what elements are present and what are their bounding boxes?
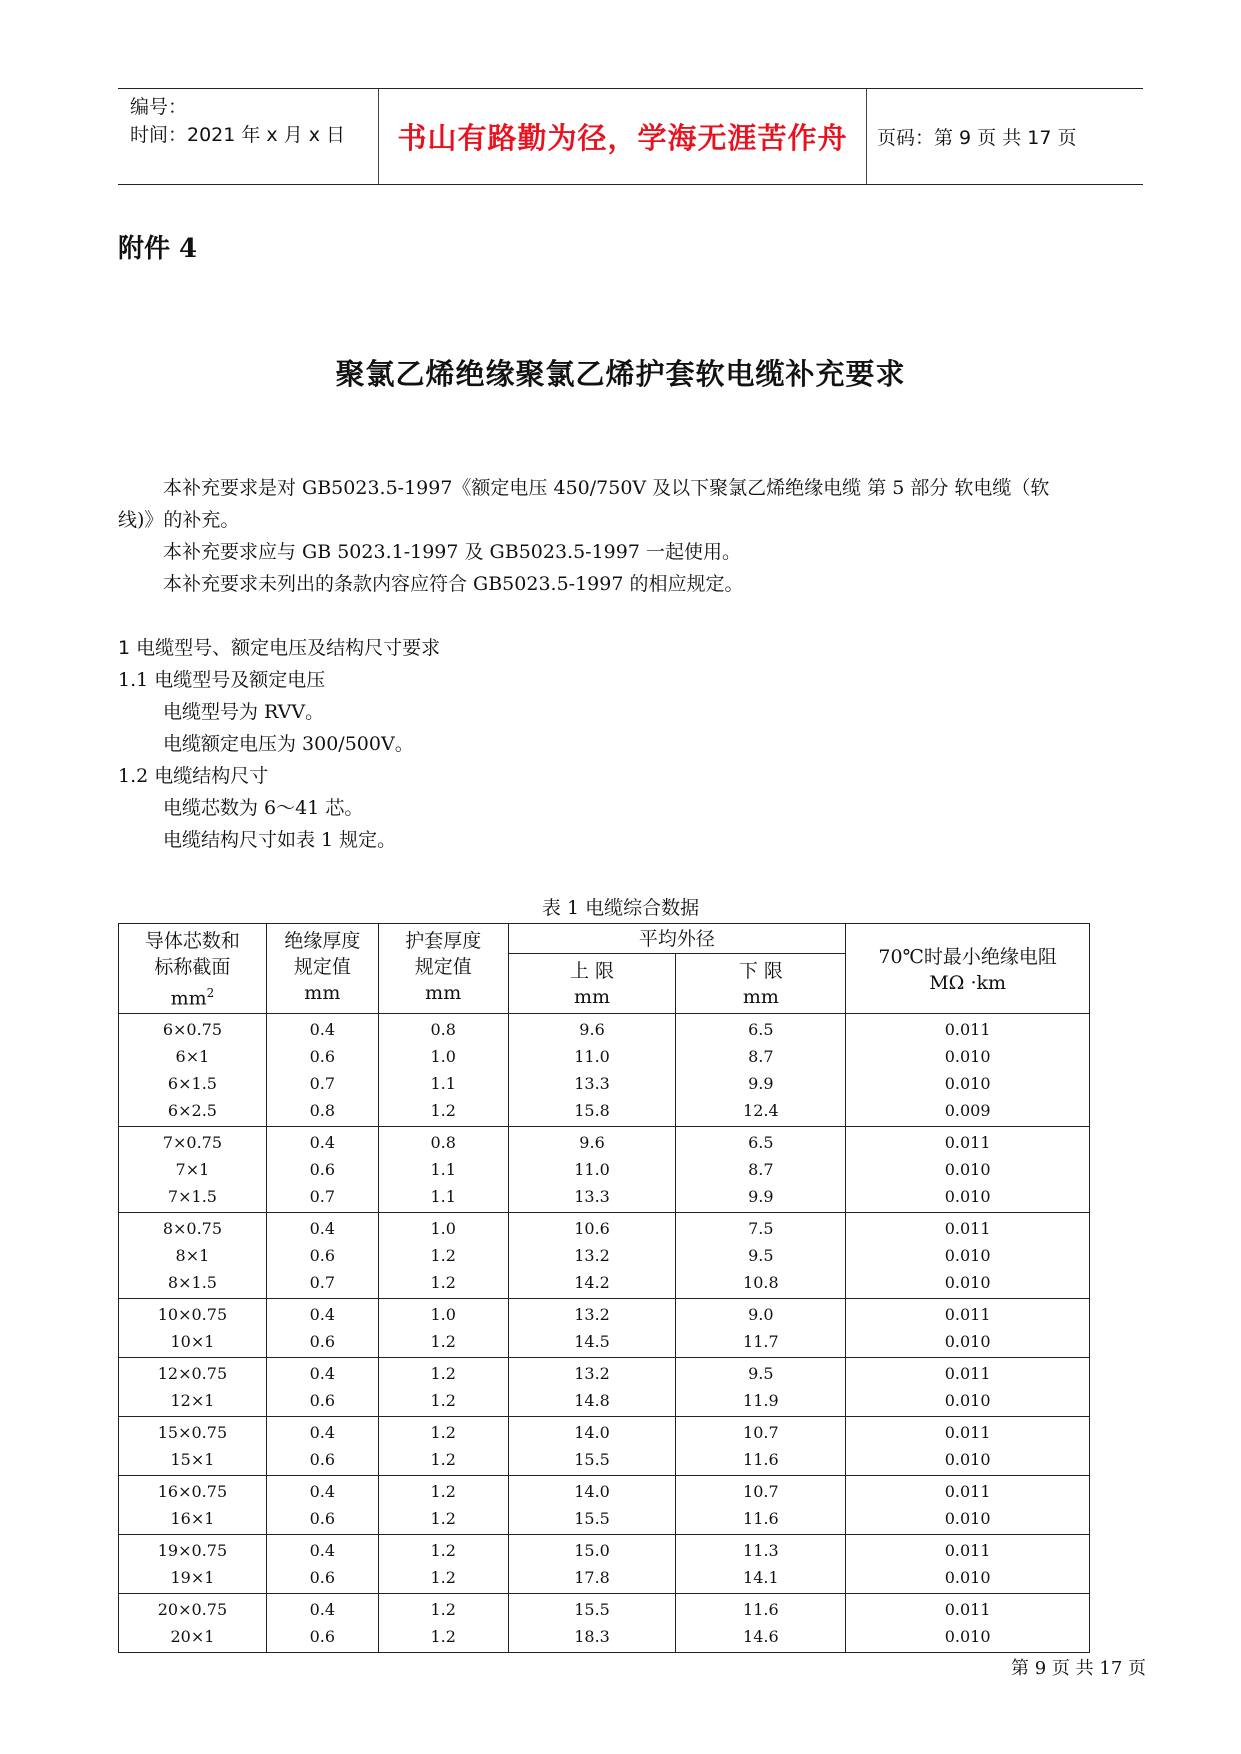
table-row-group bbox=[119, 1213, 1090, 1299]
table-row bbox=[119, 1594, 1090, 1624]
cell-sheath: 1.2 bbox=[378, 1505, 508, 1535]
cell-upper: 15.5 bbox=[508, 1446, 676, 1476]
table-row bbox=[119, 1097, 1090, 1127]
cell-conductor: 6×0.75 bbox=[119, 1014, 267, 1044]
cell-insulation: 0.6 bbox=[266, 1242, 378, 1269]
page-footer: 第 9 页 共 17 页 bbox=[1011, 1658, 1146, 1679]
cell-lower: 11.3 bbox=[676, 1535, 846, 1565]
cable-data-table bbox=[118, 923, 1090, 1653]
cell-lower: 14.1 bbox=[676, 1564, 846, 1594]
cell-conductor: 12×0.75 bbox=[119, 1358, 267, 1388]
doc-number-label: 编号： bbox=[130, 96, 188, 118]
cell-upper: 18.3 bbox=[508, 1623, 676, 1653]
cell-resistance: 0.011 bbox=[846, 1476, 1090, 1506]
cell-conductor: 12×1 bbox=[119, 1387, 267, 1417]
cell-lower: 11.6 bbox=[676, 1594, 846, 1624]
table-row bbox=[119, 1213, 1090, 1243]
cell-resistance: 0.009 bbox=[846, 1097, 1090, 1127]
cell-upper: 10.6 bbox=[508, 1213, 676, 1243]
cell-conductor: 19×0.75 bbox=[119, 1535, 267, 1565]
cell-lower: 8.7 bbox=[676, 1043, 846, 1070]
cell-lower: 8.7 bbox=[676, 1156, 846, 1183]
cell-conductor: 8×1.5 bbox=[119, 1269, 267, 1299]
cell-resistance: 0.010 bbox=[846, 1564, 1090, 1594]
header-insulation-resistance: 70℃时最小绝缘电阻 MΩ ·km bbox=[846, 924, 1090, 1014]
cell-upper: 13.2 bbox=[508, 1242, 676, 1269]
intro-p3: 本补充要求未列出的条款内容应符合 GB5023.5-1997 的相应规定。 bbox=[163, 573, 744, 595]
cell-lower: 6.5 bbox=[676, 1127, 846, 1157]
cell-sheath: 1.2 bbox=[378, 1564, 508, 1594]
table-row bbox=[119, 1299, 1090, 1329]
cell-sheath: 1.2 bbox=[378, 1097, 508, 1127]
section-1-heading: 1 电缆型号、额定电压及结构尺寸要求 bbox=[118, 637, 441, 659]
table-row bbox=[119, 1183, 1090, 1213]
cell-resistance: 0.010 bbox=[846, 1043, 1090, 1070]
cell-insulation: 0.4 bbox=[266, 1417, 378, 1447]
cell-lower: 11.9 bbox=[676, 1387, 846, 1417]
header-meta bbox=[118, 89, 379, 184]
intro-paragraphs bbox=[118, 472, 1146, 600]
cell-resistance: 0.010 bbox=[846, 1242, 1090, 1269]
section-1-1-heading: 1.1 电缆型号及额定电压 bbox=[118, 669, 326, 691]
cell-insulation: 0.7 bbox=[266, 1070, 378, 1097]
table-row-group bbox=[119, 1594, 1090, 1653]
core-count-line: 电缆芯数为 6～41 芯。 bbox=[163, 797, 364, 819]
section-1 bbox=[118, 632, 1146, 856]
cell-lower: 9.9 bbox=[676, 1070, 846, 1097]
header-page-info: 页码：第 9 页 共 17 页 bbox=[877, 127, 1077, 149]
cell-insulation: 0.6 bbox=[266, 1156, 378, 1183]
cell-resistance: 0.011 bbox=[846, 1213, 1090, 1243]
cell-insulation: 0.4 bbox=[266, 1535, 378, 1565]
cell-sheath: 1.2 bbox=[378, 1417, 508, 1447]
cell-upper: 14.5 bbox=[508, 1328, 676, 1358]
cell-resistance: 0.011 bbox=[846, 1417, 1090, 1447]
cell-resistance: 0.011 bbox=[846, 1127, 1090, 1157]
cell-sheath: 1.2 bbox=[378, 1623, 508, 1653]
rated-voltage-line: 电缆额定电压为 300/500V。 bbox=[163, 733, 414, 755]
cell-resistance: 0.011 bbox=[846, 1014, 1090, 1044]
cell-resistance: 0.010 bbox=[846, 1505, 1090, 1535]
header-insulation-thickness: 绝缘厚度 规定值 mm bbox=[266, 924, 378, 1014]
cell-conductor: 6×1.5 bbox=[119, 1070, 267, 1097]
cell-resistance: 0.011 bbox=[846, 1535, 1090, 1565]
cell-lower: 7.5 bbox=[676, 1213, 846, 1243]
cell-sheath: 0.8 bbox=[378, 1014, 508, 1044]
cell-insulation: 0.4 bbox=[266, 1476, 378, 1506]
cell-lower: 11.6 bbox=[676, 1505, 846, 1535]
cell-conductor: 10×1 bbox=[119, 1328, 267, 1358]
cell-conductor: 16×0.75 bbox=[119, 1476, 267, 1506]
table-row-group bbox=[119, 1299, 1090, 1358]
cell-insulation: 0.6 bbox=[266, 1328, 378, 1358]
table-row-group bbox=[119, 1014, 1090, 1127]
cell-upper: 15.8 bbox=[508, 1097, 676, 1127]
cell-sheath: 1.1 bbox=[378, 1183, 508, 1213]
table-row bbox=[119, 1446, 1090, 1476]
intro-p1-line1: 本补充要求是对 GB5023.5-1997《额定电压 450/750V 及以下聚氯乙烯绝缘电缆 第 5 部分 软电缆（软 bbox=[163, 477, 1050, 499]
cell-sheath: 1.1 bbox=[378, 1156, 508, 1183]
table-row-group bbox=[119, 1535, 1090, 1594]
cell-conductor: 8×1 bbox=[119, 1242, 267, 1269]
cell-sheath: 1.2 bbox=[378, 1387, 508, 1417]
cell-resistance: 0.010 bbox=[846, 1328, 1090, 1358]
table-row bbox=[119, 1535, 1090, 1565]
cell-conductor: 6×2.5 bbox=[119, 1097, 267, 1127]
cell-conductor: 19×1 bbox=[119, 1564, 267, 1594]
cell-insulation: 0.6 bbox=[266, 1623, 378, 1653]
cell-insulation: 0.6 bbox=[266, 1043, 378, 1070]
cell-lower: 9.5 bbox=[676, 1358, 846, 1388]
cell-resistance: 0.010 bbox=[846, 1070, 1090, 1097]
cell-upper: 14.0 bbox=[508, 1476, 676, 1506]
table-row-group bbox=[119, 1127, 1090, 1213]
table-row bbox=[119, 1476, 1090, 1506]
header-motto: 书山有路勤为径，学海无涯苦作舟 bbox=[379, 89, 867, 184]
cell-upper: 11.0 bbox=[508, 1043, 676, 1070]
cell-insulation: 0.4 bbox=[266, 1358, 378, 1388]
table-row bbox=[119, 1505, 1090, 1535]
cell-insulation: 0.4 bbox=[266, 1127, 378, 1157]
cell-upper: 13.3 bbox=[508, 1183, 676, 1213]
table-row bbox=[119, 1156, 1090, 1183]
cell-conductor: 7×0.75 bbox=[119, 1127, 267, 1157]
cell-resistance: 0.011 bbox=[846, 1299, 1090, 1329]
cell-conductor: 7×1 bbox=[119, 1156, 267, 1183]
cell-sheath: 1.0 bbox=[378, 1299, 508, 1329]
table-row-group bbox=[119, 1476, 1090, 1535]
cell-lower: 10.8 bbox=[676, 1269, 846, 1299]
cell-conductor: 20×1 bbox=[119, 1623, 267, 1653]
cell-sheath: 1.2 bbox=[378, 1476, 508, 1506]
cell-resistance: 0.011 bbox=[846, 1594, 1090, 1624]
cell-upper: 15.5 bbox=[508, 1505, 676, 1535]
doc-time-label: 时间：2021 年 x 月 x 日 bbox=[130, 124, 346, 146]
cell-conductor: 15×0.75 bbox=[119, 1417, 267, 1447]
cell-lower: 14.6 bbox=[676, 1623, 846, 1653]
table-row bbox=[119, 1269, 1090, 1299]
attachment-label: 附件 4 bbox=[118, 234, 198, 264]
table-row bbox=[119, 1387, 1090, 1417]
cell-insulation: 0.4 bbox=[266, 1014, 378, 1044]
cell-conductor: 16×1 bbox=[119, 1505, 267, 1535]
cell-lower: 11.6 bbox=[676, 1446, 846, 1476]
page-header bbox=[118, 88, 1143, 185]
cell-lower: 9.5 bbox=[676, 1242, 846, 1269]
table-row bbox=[119, 1564, 1090, 1594]
header-conductor: 导体芯数和 标称截面 $mm^2$ bbox=[119, 924, 267, 1014]
cell-upper: 14.8 bbox=[508, 1387, 676, 1417]
cell-lower: 10.7 bbox=[676, 1476, 846, 1506]
cell-sheath: 1.2 bbox=[378, 1535, 508, 1565]
cell-insulation: 0.7 bbox=[266, 1183, 378, 1213]
cell-upper: 9.6 bbox=[508, 1127, 676, 1157]
cell-insulation: 0.6 bbox=[266, 1505, 378, 1535]
intro-p2: 本补充要求应与 GB 5023.1-1997 及 GB5023.5-1997 一起使用。 bbox=[163, 541, 741, 563]
cell-sheath: 1.1 bbox=[378, 1070, 508, 1097]
cell-upper: 13.3 bbox=[508, 1070, 676, 1097]
header-lower-limit: 下 限 mm bbox=[676, 953, 846, 1014]
cell-lower: 6.5 bbox=[676, 1014, 846, 1044]
structure-size-line: 电缆结构尺寸如表 1 规定。 bbox=[163, 829, 397, 851]
cell-upper: 13.2 bbox=[508, 1358, 676, 1388]
cell-insulation: 0.7 bbox=[266, 1269, 378, 1299]
cell-conductor: 6×1 bbox=[119, 1043, 267, 1070]
cell-insulation: 0.6 bbox=[266, 1564, 378, 1594]
header-mean-outer-diameter: 平均外径 bbox=[508, 924, 846, 954]
cell-conductor: 10×0.75 bbox=[119, 1299, 267, 1329]
cell-lower: 11.7 bbox=[676, 1328, 846, 1358]
table-row bbox=[119, 1623, 1090, 1653]
cell-resistance: 0.010 bbox=[846, 1387, 1090, 1417]
table-row bbox=[119, 1070, 1090, 1097]
cell-resistance: 0.010 bbox=[846, 1183, 1090, 1213]
table-row bbox=[119, 1014, 1090, 1044]
cell-lower: 9.9 bbox=[676, 1183, 846, 1213]
cell-insulation: 0.4 bbox=[266, 1213, 378, 1243]
cell-upper: 13.2 bbox=[508, 1299, 676, 1329]
section-1-2-heading: 1.2 电缆结构尺寸 bbox=[118, 765, 269, 787]
cell-conductor: 20×0.75 bbox=[119, 1594, 267, 1624]
cell-resistance: 0.010 bbox=[846, 1156, 1090, 1183]
cell-resistance: 0.010 bbox=[846, 1446, 1090, 1476]
table-row bbox=[119, 1358, 1090, 1388]
cell-conductor: 7×1.5 bbox=[119, 1183, 267, 1213]
table-row bbox=[119, 1127, 1090, 1157]
cell-sheath: 1.2 bbox=[378, 1328, 508, 1358]
cell-upper: 15.5 bbox=[508, 1594, 676, 1624]
header-sheath-thickness: 护套厚度 规定值 mm bbox=[378, 924, 508, 1014]
cell-upper: 14.2 bbox=[508, 1269, 676, 1299]
table-row bbox=[119, 1043, 1090, 1070]
cell-insulation: 0.4 bbox=[266, 1299, 378, 1329]
table-row bbox=[119, 1328, 1090, 1358]
cable-model-line: 电缆型号为 RVV。 bbox=[163, 701, 325, 723]
cell-lower: 9.0 bbox=[676, 1299, 846, 1329]
table-caption: 表 1 电缆综合数据 bbox=[541, 897, 700, 919]
cell-insulation: 0.8 bbox=[266, 1097, 378, 1127]
cell-resistance: 0.010 bbox=[846, 1269, 1090, 1299]
cell-upper: 14.0 bbox=[508, 1417, 676, 1447]
table-row-group bbox=[119, 1358, 1090, 1417]
cell-resistance: 0.010 bbox=[846, 1623, 1090, 1653]
cell-conductor: 8×0.75 bbox=[119, 1213, 267, 1243]
table-row bbox=[119, 1242, 1090, 1269]
cell-insulation: 0.6 bbox=[266, 1387, 378, 1417]
cell-sheath: 1.0 bbox=[378, 1043, 508, 1070]
document-title: 聚氯乙烯绝缘聚氯乙烯护套软电缆补充要求 bbox=[335, 357, 906, 391]
cell-lower: 10.7 bbox=[676, 1417, 846, 1447]
cell-upper: 9.6 bbox=[508, 1014, 676, 1044]
table-header bbox=[119, 924, 1090, 1014]
cell-upper: 17.8 bbox=[508, 1564, 676, 1594]
cell-sheath: 1.2 bbox=[378, 1446, 508, 1476]
cell-insulation: 0.6 bbox=[266, 1446, 378, 1476]
table-row bbox=[119, 1417, 1090, 1447]
cell-insulation: 0.4 bbox=[266, 1594, 378, 1624]
cell-sheath: 1.2 bbox=[378, 1269, 508, 1299]
cell-conductor: 15×1 bbox=[119, 1446, 267, 1476]
intro-p1-line2: 线)》的补充。 bbox=[118, 509, 240, 531]
cell-sheath: 0.8 bbox=[378, 1127, 508, 1157]
cell-lower: 12.4 bbox=[676, 1097, 846, 1127]
cell-resistance: 0.011 bbox=[846, 1358, 1090, 1388]
cell-upper: 15.0 bbox=[508, 1535, 676, 1565]
cell-sheath: 1.0 bbox=[378, 1213, 508, 1243]
table-row-group bbox=[119, 1417, 1090, 1476]
cell-upper: 11.0 bbox=[508, 1156, 676, 1183]
cell-sheath: 1.2 bbox=[378, 1358, 508, 1388]
cell-sheath: 1.2 bbox=[378, 1594, 508, 1624]
header-upper-limit: 上 限 mm bbox=[508, 953, 676, 1014]
cell-sheath: 1.2 bbox=[378, 1242, 508, 1269]
